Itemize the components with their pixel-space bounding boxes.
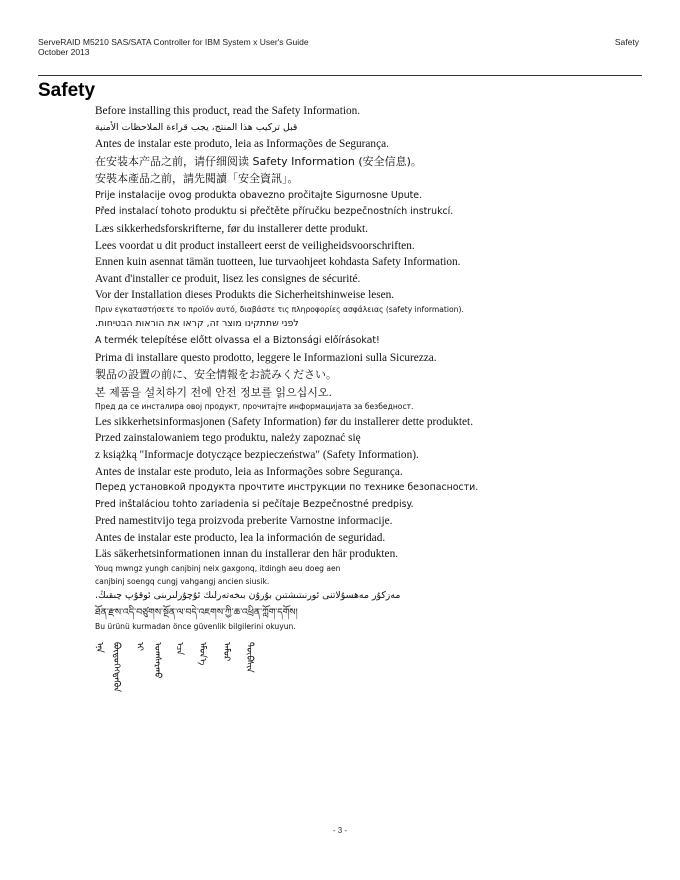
safety-notice-line: Prije instalacije ovog produkta obavezno pročitajte Sigurnosne Upute. xyxy=(95,189,423,201)
document-date: October 2013 xyxy=(38,47,90,57)
safety-notice-line: 在安装本产品之前，请仔细阅读 Safety Information (安全信息)。 xyxy=(95,154,422,168)
safety-notice-line: Les sikkerhetsinformasjonen (Safety Information) før du installerer dette produktet. xyxy=(95,415,474,428)
safety-notice-line: Lees voordat u dit product installeert eerst de veiligheidsvoorschriften. xyxy=(95,239,415,252)
mongolian-column xyxy=(174,640,188,702)
safety-notice-line: Prima di installare questo prodotto, leggere le Informazioni sulla Sicurezza. xyxy=(95,351,437,364)
safety-notice-line: לפני שתתקינו מוצר זה, קראו את הוראות הבטיחות. xyxy=(95,318,299,330)
safety-notice-line: Antes de instalar este produto, leia as Informações de Segurança. xyxy=(95,138,389,151)
page-number: - 3 - xyxy=(332,826,348,835)
header-rule xyxy=(38,75,642,76)
document-title: ServeRAID M5210 SAS/SATA Controller for IBM System x User's Guide xyxy=(38,37,309,47)
safety-notice-line: Læs sikkerhedsforskrifterne, før du installerer dette produkt. xyxy=(95,222,368,235)
safety-notice-line: Pred namestitvijo tega proizvoda preberite Varnostne informacije. xyxy=(95,515,393,528)
mongolian-safety-notice xyxy=(94,640,284,702)
safety-notice-line: ཐོན་རྫས་འདི་བཙུགས་སྔོན་ལ་བདེ་འཇགས་ཀྱི་ཆ་འཕྲིན་ཀློག་དགོས། xyxy=(95,606,298,618)
running-header xyxy=(38,37,309,57)
safety-notice-line: قبل تركيب هذا المنتج، يجب قراءة الملاحظات الأمنية xyxy=(95,121,298,133)
safety-notice-line: 본 제품을 설치하기 전에 안전 정보를 읽으십시오. xyxy=(95,385,332,399)
safety-notice-line: Пред да се инсталира овој продукт, прочитајте информацијата за безбедност. xyxy=(95,402,414,412)
safety-notice-line: Bu ürünü kurmadan önce güvenlik bilgilerini okuyun. xyxy=(95,622,296,632)
mongolian-column xyxy=(111,640,125,702)
mongolian-column xyxy=(197,640,211,702)
safety-notice-line: Avant d'installer ce produit, lisez les consignes de sécurité. xyxy=(95,272,361,285)
safety-notice-line: Pred inštaláciou tohto zariadenia si pečítaje Bezpečnostné predpisy. xyxy=(95,498,414,510)
safety-notice-line: Before installing this product, read the Safety Information. xyxy=(95,105,361,117)
safety-notice-line: canjbinj soengq cungj vahgangj ancien siusik. xyxy=(95,576,270,586)
mongolian-word: ᠤᠭᠰᠠᠷᠬᠤ xyxy=(152,642,162,679)
mongolian-word: ᠠᠮᠤᠷ xyxy=(221,642,231,662)
safety-notice-line: Před instalací tohoto produktu si přečtěte příručku bezpečnostních instrukcí. xyxy=(95,206,454,218)
safety-notice-line: Youq mwngz yungh canjbinj neix gaxgonq, itdingh aeu doeg aen xyxy=(95,564,341,574)
mongolian-word: ᠲᠦᠪᠰᠢᠨ xyxy=(244,642,254,673)
safety-notice-line: Πριν εγκαταστήσετε το προϊόν αυτό, διαβάστε τις πληροφορίες ασφάλειας (safety information). xyxy=(95,304,464,314)
mongolian-word: ᠡᠨᠡ xyxy=(94,642,104,653)
safety-notice-line: مەزكۇر مەھسۇلاتنى ئورنىتىشتىن بۇرۇن بىخەتەرلىك ئۇچۇرلىرىنى ئوقۇپ چىقىڭ. xyxy=(95,590,401,602)
page-title: Safety xyxy=(38,80,96,101)
safety-notice-line: Przed zainstalowaniem tego produktu, należy zapoznać się xyxy=(95,432,361,445)
safety-notice-line: 安裝本產品之前，請先閱讀「安全資訊」。 xyxy=(95,172,299,186)
mongolian-word: ᠢ xyxy=(134,642,144,651)
safety-notice-line: Antes de instalar este produto, leia as Informações sobre Segurança. xyxy=(95,465,403,478)
mongolian-column xyxy=(221,640,235,702)
mongolian-column xyxy=(244,640,258,702)
mongolian-column xyxy=(134,640,148,702)
safety-notice-line: Vor der Installation dieses Produkts die Sicherheitshinweise lesen. xyxy=(95,289,395,302)
safety-notice-line: A termék telepítése előtt olvassa el a Biztonsági előírásokat! xyxy=(95,335,380,347)
safety-notice-line: Antes de instalar este producto, lea la información de seguridad. xyxy=(95,531,386,544)
safety-notice-list xyxy=(95,103,645,634)
safety-notice-line: z książką "Informacje dotyczące bezpieczeństwa" (Safety Information). xyxy=(95,448,419,461)
mongolian-word: ᠡᠮᠦᠨ᠎ᠡ xyxy=(197,642,207,666)
section-name: Safety xyxy=(614,37,639,47)
mongolian-word: ᠡᠴᠡ xyxy=(174,642,184,656)
safety-notice-line: Перед установкой продукта прочтите инструкции по технике безопасности. xyxy=(95,482,479,494)
mongolian-column xyxy=(94,640,108,702)
safety-notice-line: Läs säkerhetsinformationen innan du installerar den här produkten. xyxy=(95,548,399,561)
mongolian-word: ᠪᠦᠲᠦᠭᠡᠭᠳᠡᠬᠦᠨ xyxy=(111,642,121,693)
safety-notice-line: Ennen kuin asennat tämän tuotteen, lue turvaohjeet kohdasta Safety Information. xyxy=(95,256,461,269)
mongolian-column xyxy=(152,640,166,702)
safety-notice-line: 製品の設置の前に、安全情報をお読みください。 xyxy=(95,368,337,382)
